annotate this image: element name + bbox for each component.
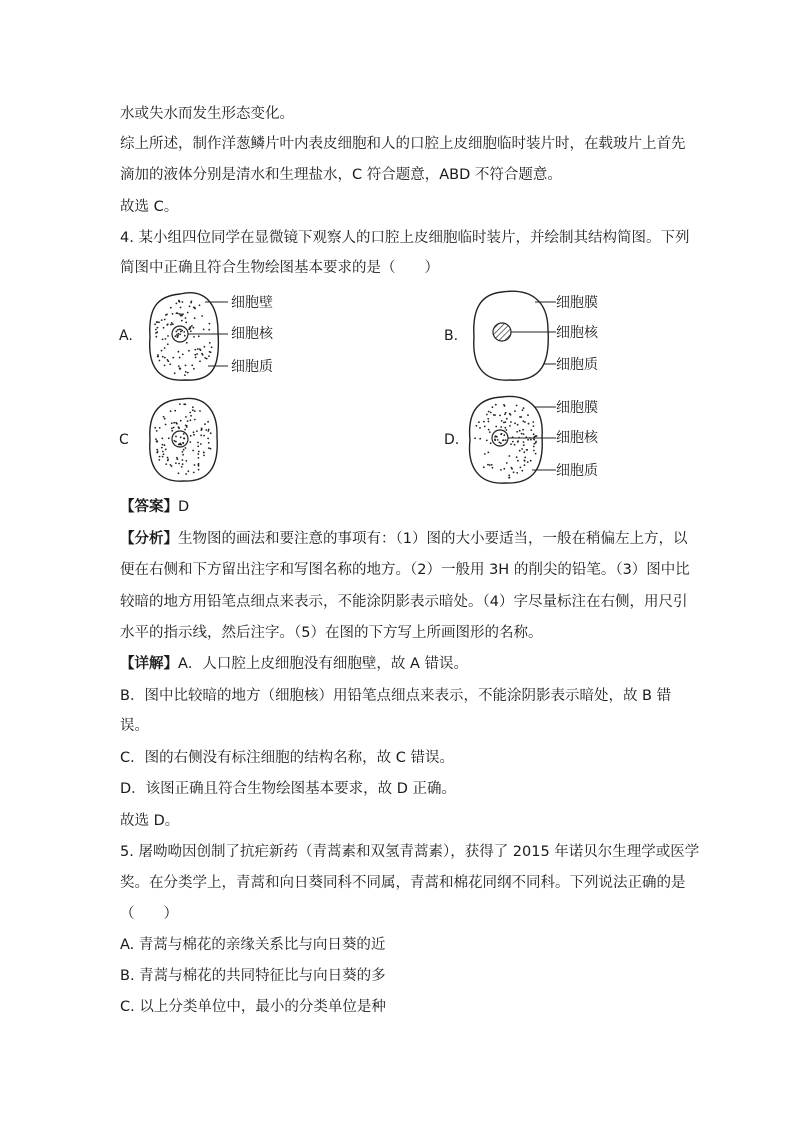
analysis-line (120, 529, 687, 549)
cell-diagrams-figure (110, 282, 670, 492)
analysis-text: 生物图的画法和要注意的事项有：（1）图的大小要适当，一般在稍偏左上方，以 (178, 531, 688, 547)
detail-text: A．人口腔上皮细胞没有细胞壁，故 A 错误。 (178, 656, 469, 672)
detail-line: C．图的右侧没有标注细胞的结构名称，故 C 错误。 (120, 750, 454, 766)
label-nucleus: 细胞核 (556, 325, 598, 341)
hatched-nucleus-icon (493, 323, 511, 341)
option-c-diagram (119, 398, 217, 481)
label-nucleus: 细胞核 (231, 326, 273, 342)
detail-line: D．该图正确且符合生物绘图基本要求，故 D 正确。 (120, 781, 457, 797)
cytoplasm-dots (474, 404, 537, 479)
option-d-diagram (444, 396, 599, 483)
question-5-line: （ ） (120, 906, 178, 922)
analysis-line: 较暗的地方用铅笔点细点来表示，不能涂阴影表示暗处。（4）字尽量标注在右侧，用尺引 (120, 594, 688, 610)
question-5-line: 奖。在分类学上，青蒿和向日葵同科不同属，青蒿和棉花同纲不同科。下列说法正确的是 (120, 875, 686, 891)
option-d-letter: D. (444, 432, 460, 448)
answer-text: D (178, 499, 190, 515)
cytoplasm-dots (154, 300, 212, 376)
option-c-text: C. 以上分类单位中，最小的分类单位是种 (120, 999, 386, 1015)
analysis-line: 便在右侧和下方留出注字和写图名称的地方。（2）一般用 3H 的削尖的铅笔。（3）图中比 (120, 562, 690, 578)
option-a-diagram (119, 293, 274, 380)
text-line: 水或失水而发生形态变化。 (120, 106, 294, 122)
text-line: 综上所述，制作洋葱鳞片叶内表皮细胞和人的口腔上皮细胞临时装片时，在载玻片上首先 (120, 136, 686, 152)
detail-line: 故选 D。 (120, 813, 180, 829)
question-5-line: 5. 屠呦呦因创制了抗疟新药（青蒿素和双氢青蒿素），获得了 2015 年诺贝尔生理学或医学 (120, 844, 700, 860)
answer-line (120, 497, 189, 517)
label-cytoplasm: 细胞质 (556, 357, 598, 373)
question-4-line: 简图中正确且符合生物绘图基本要求的是（ ） (120, 260, 439, 276)
answer-tag: 【答案】 (120, 499, 178, 515)
detail-line: B．图中比较暗的地方（细胞核）用铅笔点细点来表示，不能涂阴影表示暗处，故 B 错 (120, 688, 672, 704)
option-b-diagram (444, 291, 599, 380)
detail-line: 误。 (120, 718, 149, 734)
option-b-text: B. 青蒿与棉花的共同特征比与向日葵的多 (120, 968, 386, 984)
detail-tag: 【详解】 (120, 656, 178, 672)
option-c-letter: C (119, 432, 129, 448)
option-b-letter: B. (444, 328, 459, 344)
label-cell-wall: 细胞壁 (231, 295, 273, 311)
option-a-text: A. 青蒿与棉花的亲缘关系比与向日葵的近 (120, 937, 386, 953)
option-a-letter: A. (119, 328, 133, 344)
label-cytoplasm: 细胞质 (231, 359, 273, 375)
label-cell-membrane: 细胞膜 (556, 400, 598, 416)
analysis-line: 水平的指示线，然后注字。（5）在图的下方写上所画图形的名称。 (120, 625, 543, 641)
detail-line (120, 654, 468, 674)
label-cell-membrane: 细胞膜 (556, 295, 598, 311)
text-line: 滴加的液体分别是清水和生理盐水，C 符合题意，ABD 不符合题意。 (120, 167, 562, 183)
question-4-line: 4. 某小组四位同学在显微镜下观察人的口腔上皮细胞临时装片，并绘制其结构简图。下列 (120, 230, 690, 246)
analysis-tag: 【分析】 (120, 531, 178, 547)
label-nucleus: 细胞核 (556, 430, 598, 446)
cytoplasm-dots (154, 403, 211, 475)
text-line: 故选 C。 (120, 199, 179, 215)
label-cytoplasm: 细胞质 (556, 463, 598, 479)
